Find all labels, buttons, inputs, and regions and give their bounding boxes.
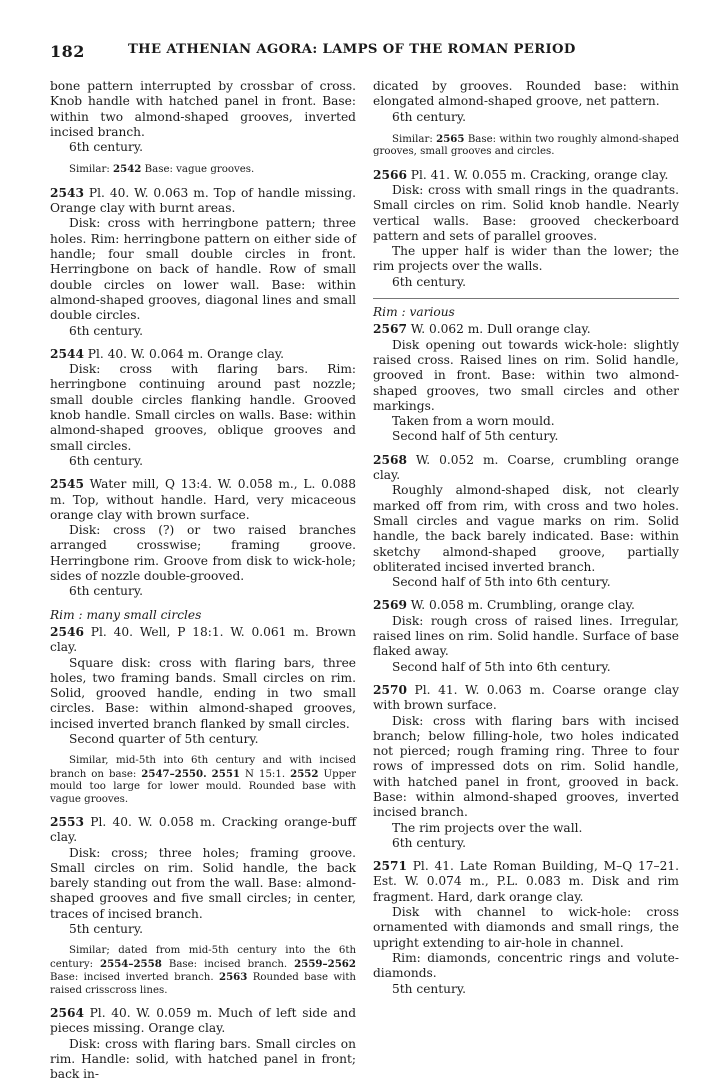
entry-intro-text: W. 0.058 m. Crumbling, orange clay. [410, 598, 635, 613]
entry-date: Second quarter of 5th century. [69, 731, 259, 746]
entry-intro-text: Pl. 41. W. 0.063 m. Coarse orange clay with brown surface. [373, 682, 679, 713]
entry-intro-text: Pl. 40. W. 0.059 m. Much of left side and pieces missing. Orange clay. [50, 1005, 357, 1036]
similar-number: 2554–2558 [100, 957, 162, 970]
similar-number: 2565 [436, 132, 465, 145]
entry-note: Taken from a worn mould. [392, 414, 555, 429]
catalog-number: 2543 [50, 185, 84, 200]
catalog-entry [50, 815, 356, 937]
entry-intro [373, 859, 679, 905]
entry-intro [50, 815, 356, 846]
catalog-number: 2553 [50, 814, 84, 829]
entry-note: The rim projects over the wall. [392, 820, 583, 835]
similar-label: Similar: [69, 164, 110, 176]
similar-number: 2563 [219, 971, 248, 984]
entry-description: Disk: rough cross of raised lines. Irregular, raised lines on rim. Solid handle. Surface of base flaked away. [373, 613, 679, 659]
entry-intro-text: Pl. 41. W. 0.055 m. Cracking, orange clay. [410, 167, 669, 182]
entry-intro [50, 477, 356, 523]
entry-note: The upper half is wider than the lower; the rim projects over the walls. [373, 244, 679, 274]
catalog-number: 2571 [373, 859, 407, 874]
entry-description: Disk: cross (?) or two raised branches arranged crosswise; framing groove. Herringbone rim. Groove from disk to wick-hole; sides of nozzle double-grooved. [50, 523, 356, 584]
catalog-number: 2568 [373, 452, 407, 467]
catalog-number: 2570 [373, 682, 407, 697]
entry-date: Second half of 5th into 6th century. [392, 659, 611, 674]
entry-date: Second half of 5th century. [392, 429, 559, 444]
similar-number: 2559–2562 [294, 957, 356, 970]
catalog-entry [373, 168, 679, 290]
similar-text: Similar, mid-5th into 6th century and with incised branch on base: [50, 755, 356, 780]
page-number: 182 [50, 42, 85, 61]
entry-rim: Rim: diamonds, concentric rings and volute-diamonds. [373, 950, 679, 981]
entry-intro-text: W. 0.052 m. Coarse, crumbling orange clay. [373, 452, 680, 483]
entry-intro [50, 186, 356, 217]
similar-number: 2552 [290, 767, 319, 780]
entry-intro-text: Pl. 40. W. 0.063 m. Top of handle missing. Orange clay with burnt areas. [50, 185, 356, 216]
catalog-entry [373, 79, 679, 125]
entry-description: Disk with channel to wick-hole: cross ornamented with diamonds and small rings, the upright extending to air-hole in channel. [373, 905, 679, 950]
similar-note [50, 755, 356, 806]
entry-description: Disk: cross with herringbone pattern; three holes. Rim: herringbone pattern on either side of handle; four small double circles in front. Herringbone on back of handle. Row of small double circles on lower wall. Base: within almond-shaped grooves, diagonal lines and small double circles. [50, 216, 356, 323]
similar-text: Upper mould too large for lower mould. Rounded base with vague grooves. [50, 768, 357, 805]
catalog-number: 2545 [50, 477, 84, 492]
similar-text: N 15:1. [245, 768, 286, 780]
entry-date: 6th century. [69, 453, 143, 468]
entry-intro [373, 683, 679, 714]
entry-date: 5th century. [392, 981, 466, 996]
section-subheading: Rim : various [373, 305, 455, 320]
entry-description: Roughly almond-shaped disk, not clearly marked off from rim, with cross and two holes. Small circles and vague marks on rim. Solid handle, the back barely indicated. Base: within sketchy almond-shaped groove, partially obliterated incised inverted branch. [373, 483, 679, 574]
entry-date: 6th century. [69, 323, 143, 338]
entry-intro-text: Pl. 40. W. 0.058 m. Cracking orange-buff clay. [50, 814, 357, 845]
catalog-entry [373, 453, 679, 591]
similar-text: Rounded base with raised crisscross lines. [50, 972, 356, 996]
similar-number: 2551 [211, 767, 241, 780]
entry-date: 6th century. [392, 109, 466, 124]
catalog-number: 2544 [50, 346, 84, 361]
entry-intro [50, 625, 356, 656]
entry-intro-text: W. 0.062 m. Dull orange clay. [410, 322, 591, 337]
entry-intro [50, 1006, 356, 1037]
catalog-entry [50, 477, 356, 599]
catalog-entry [373, 859, 679, 997]
catalog-entry [373, 598, 679, 674]
entry-description: Disk: cross with flaring bars with incised branch; below filling-hole, two holes indicated not pierced; rough framing ring. Three to four rows of impressed dots on rim. Solid handle, with hatched panel in front, grooved in back. Base: within almond-shaped grooves, inverted incised branch. [373, 713, 679, 820]
similar-text: Base: vague grooves. [144, 164, 255, 176]
catalog-entry [373, 322, 679, 444]
entry-intro-text: Pl. 41. Late Roman Building, M–Q 17–21. Est. W. 0.074 m., P.L. 0.083 m. Disk and rim fragment. Hard, dark orange clay. [373, 859, 679, 904]
section-subheading: Rim : many small circles [50, 607, 202, 622]
catalog-entry [50, 186, 356, 339]
entry-date: 6th century. [392, 274, 466, 289]
catalog-number: 2566 [373, 167, 407, 182]
similar-note [373, 133, 679, 159]
entry-description: Disk: cross with flaring bars. Rim: herringbone continuing around past nozzle; small double circles flanking handle. Grooved knob handle. Small circles on walls. Base: within almond-shaped grooves, oblique grooves and small circles. [50, 362, 356, 453]
left-column [50, 79, 356, 1090]
entry-intro-text: Water mill, Q 13:4. W. 0.058 m., L. 0.088 m. Top, without handle. Hard, very micaceous orange clay with brown surface. [50, 477, 356, 522]
catalog-entry [50, 625, 356, 747]
entry-intro-text: Pl. 40. Well, P 18:1. W. 0.061 m. Brown clay. [50, 624, 356, 655]
entry-description: Disk: cross with flaring bars. Small circles on rim. Handle: solid, with hatched panel in front; back in- [50, 1036, 356, 1082]
catalog-entry [373, 683, 679, 851]
catalog-number: 2564 [50, 1005, 84, 1020]
entry-date: 6th century. [392, 835, 466, 850]
right-column [373, 79, 679, 1005]
similar-text: Base: incised inverted branch. [50, 972, 214, 984]
similar-note [50, 945, 356, 997]
entry-intro [373, 598, 679, 613]
similar-text: Similar; dated from mid-5th century into the 6th century: [50, 945, 356, 970]
catalog-entry [50, 1006, 356, 1082]
similar-text: Base: incised branch. [168, 958, 288, 970]
entry-intro [373, 453, 679, 484]
section-divider [373, 298, 679, 299]
entry-description: Disk: cross with small rings in the quadrants. Small circles on rim. Solid knob handle. Nearly vertical walls. Base: grooved checkerboard pattern and sets of parallel grooves. [373, 183, 679, 243]
catalog-entry [50, 347, 356, 469]
entry-intro [50, 347, 356, 362]
entry-date: Second half of 5th into 6th century. [392, 575, 611, 590]
entry-date: 5th century. [69, 921, 143, 936]
catalog-number: 2567 [373, 322, 407, 337]
catalog-entry [50, 79, 356, 155]
entry-description: Square disk: cross with flaring bars, three holes, two framing bands. Small circles on rim. Solid, grooved handle, ending in two small circles. Base: within almond-shaped grooves, incised inverted branch flanked by small circles. [50, 655, 356, 731]
catalog-number: 2546 [50, 624, 84, 639]
entry-date: 6th century. [69, 140, 143, 155]
entry-intro [373, 322, 679, 337]
similar-note [50, 163, 356, 176]
similar-number: 2547–2550. [141, 767, 207, 780]
catalog-number: 2569 [373, 598, 407, 613]
entry-intro [373, 168, 679, 183]
entry-description: Disk opening out towards wick-hole: slightly raised cross. Raised lines on rim. Solid handle, grooved in front. Base: within two almond-shaped grooves, two small circles and other markings. [373, 337, 679, 413]
entry-description: Disk: cross; three holes; framing groove. Small circles on rim. Solid handle, the back barely standing out from the wall. Base: almond-shaped grooves and five small circles; in center, traces of incised branch. [50, 845, 356, 921]
similar-number: 2542 [113, 163, 142, 176]
similar-label: Similar: [392, 133, 433, 145]
running-title: THE ATHENIAN AGORA: LAMPS OF THE ROMAN PERIOD [128, 42, 576, 57]
entry-description: bone pattern interrupted by crossbar of cross. Knob handle with hatched panel in front. Base: within two almond-shaped grooves, inverted incised branch. [50, 79, 356, 139]
entry-description: dicated by grooves. Rounded base: within elongated almond-shaped groove, net pattern. [373, 79, 679, 109]
entry-intro-text: Pl. 40. W. 0.064 m. Orange clay. [87, 346, 285, 361]
entry-date: 6th century. [69, 584, 143, 599]
similar-text: Base: within two roughly almond-shaped grooves, small grooves and circles. [373, 133, 679, 158]
